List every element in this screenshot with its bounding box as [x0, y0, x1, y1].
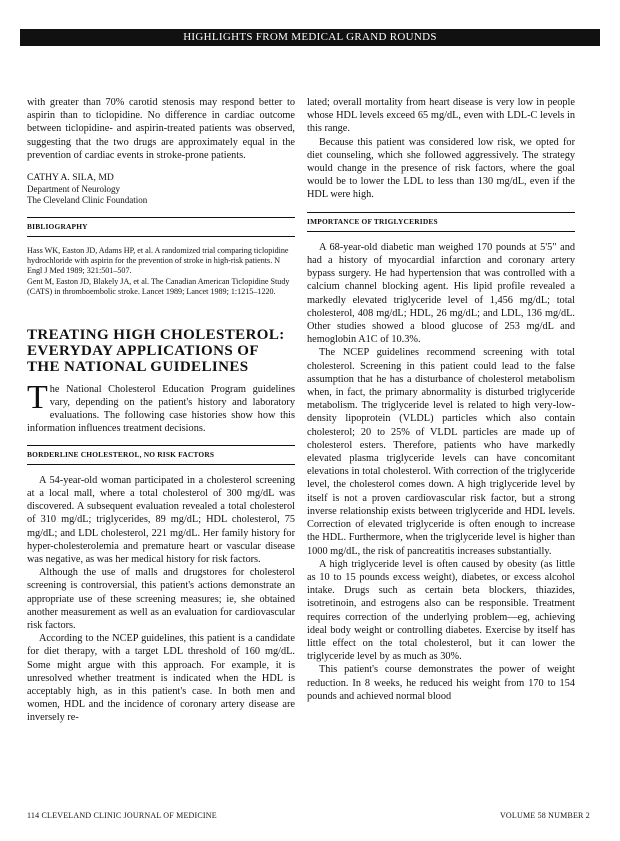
bibliography-list	[27, 246, 295, 297]
body-paragraph: Although the use of malls and drugstores for cholesterol screening is controversial, this patient's actions demonstrate an appropriate use of these screening measures; ie, she obtained another measurement as well as an evaluation for cardiovascular risk factors.	[27, 567, 295, 631]
bibliography-ref: Hass WK, Easton JD, Adams HP, et al. A randomized trial comparing ticlopidine hydrochloride with aspirin for the prevention of stroke in high-risk patients. N Engl J Med 1989; 321:501–507.	[27, 245, 289, 275]
body-paragraph: A high triglyceride level is often caused by obesity (as little as 10 to 15 pounds excess weight), diabetes, or excess alcohol intake. Drugs such as certain beta blockers, thiazides, isotretinoin, and estrogens also can be responsible. Treatment requires correction of the underlying problem—eg, achieving ideal body weight or controlling diabetes. Exercise by itself has little effect on the total cholesterol, but it can lower the triglyceride level by as much as 30%.	[307, 558, 575, 663]
right-column	[307, 96, 575, 703]
author-name: CATHY A. SILA, MD	[27, 172, 114, 184]
left-column	[27, 96, 295, 725]
running-header: HIGHLIGHTS FROM MEDICAL GRAND ROUNDS	[20, 29, 600, 46]
body-paragraph: The NCEP guidelines recommend screening with total cholesterol. Screening in this patient could lead to the false assumption that he has a disturbance of cholesterol metabolism when, in fact, the primary abnormality is disturbed triglyceride metabolism. The triglyceride level is related to high very-low-density lipoprotein (VLDL) particles which also contain cholesterol; 20 to 25% of VLDL particles are made up of cholesterol esters. Therefore, patients who have markedly elevated plasma triglyceride levels can have concomitant elevations in total cholesterol. With correction of the triglyceride level, the cholesterol comes down. A high triglyceride level by itself is not a proven cardiovascular risk factor, but a strong inverse relationship exists between triglyceride and HDL levels. Correction of elevated triglyceride is often enough to increase the HDL. Furthermore, when the triglyceride level is higher than 1000 mg/dL, the risk of pancreatitis increases substantially.	[307, 347, 575, 557]
divider	[27, 445, 295, 446]
author-department: Department of Neurology	[27, 183, 120, 194]
divider	[307, 231, 575, 232]
body-paragraph: Because this patient was considered low risk, we opted for diet counseling, which she followed aggressively. The strategy would change in the presence of risk factors, where the goal would be to lower the LDL to less than 130 mg/dL, even if the HDL were high.	[307, 136, 575, 201]
divider	[27, 464, 295, 465]
body-paragraph: This patient's course demonstrates the power of weight reduction. In 8 weeks, he reduced his weight from 170 to 154 pounds and achieved normal blood	[307, 664, 575, 702]
footer-volume: VOLUME 58 NUMBER 2	[499, 811, 590, 820]
divider	[27, 236, 295, 237]
section-heading-triglycerides: IMPORTANCE OF TRIGLYCERIDES	[307, 216, 438, 226]
intro-paragraph: with greater than 70% carotid stenosis may respond better to aspirin than to ticlopidine. No difference in cardiac outcome between ticlopidine- and aspirin-treated patients was observed, suggesting that the two drugs are approximately equal in the prevention of cardiac events in stroke-prone patients.	[27, 97, 295, 161]
body-paragraph: A 68-year-old diabetic man weighed 170 pounds at 5'5" and had a history of myocardial infarction and coronary artery bypass surgery. He had hypertension that was controlled with a calcium channel blocking agent. His lipid profile revealed a markedly elevated triglyceride level of 1,456 mg/dL; total cholesterol, 408 mg/dL; HDL, 26 mg/dL; and LDL, 136 mg/dL. Other studies showed a blood glucose of 253 mg/dL and hemoglobin A1C of 10.3%.	[307, 241, 575, 346]
author-signature	[27, 172, 295, 207]
section-heading-borderline: BORDERLINE CHOLESTEROL, NO RISK FACTORS	[27, 449, 215, 459]
footer-journal: 114 CLEVELAND CLINIC JOURNAL OF MEDICINE	[27, 811, 217, 820]
article-title: TREATING HIGH CHOLESTEROL: EVERYDAY APPLICATIONS OF THE NATIONAL GUIDELINES	[27, 326, 285, 375]
lead-paragraph	[27, 378, 295, 436]
lead-text: he National Cholesterol Education Program guidelines vary, depending on the patient's history and laboratory evaluations. The following case histories show how this information influences treatment decisions.	[27, 383, 295, 435]
bibliography-label: BIBLIOGRAPHY	[27, 221, 88, 231]
divider	[307, 212, 575, 213]
body-paragraph: lated; overall mortality from heart disease is very low in people whose HDL levels exceed 65 mg/dL, even with LDL-C levels in this range.	[307, 97, 575, 135]
author-organization: The Cleveland Clinic Foundation	[27, 195, 148, 206]
body-paragraph: A 54-year-old woman participated in a cholesterol screening at a local mall, where a total cholesterol of 300 mg/dL was discovered. A subsequent evaluation revealed a total cholesterol of 310 mg/dL; triglycerides, 89 mg/dL; HDL cholesterol, 75 mg/dL; and LDL cholesterol, 221 mg/dL. Her family history for hyper-cholesterolemia and premature heart or vascular disease was negative, as was her medical history for risk factors.	[27, 474, 295, 565]
body-paragraph: According to the NCEP guidelines, this patient is a candidate for diet therapy, with a target LDL threshold of 160 mg/dL. Some might argue with this approach. For example, it is unresolved whether treatment is indicated when the HDL is acceptably high, as in this patient's case. In both men and women, HDL and the incidence of coronary artery disease are inversely re-	[27, 633, 295, 724]
divider	[27, 217, 295, 218]
drop-cap: T	[27, 378, 48, 416]
bibliography-ref: Gent M, Easton JD, Blakely JA, et al. The Canadian American Ticlopidine Study (CATS) in thromboembolic stroke. Lancet 1989; Lancet 1989; 1:1215–1220.	[27, 276, 290, 296]
